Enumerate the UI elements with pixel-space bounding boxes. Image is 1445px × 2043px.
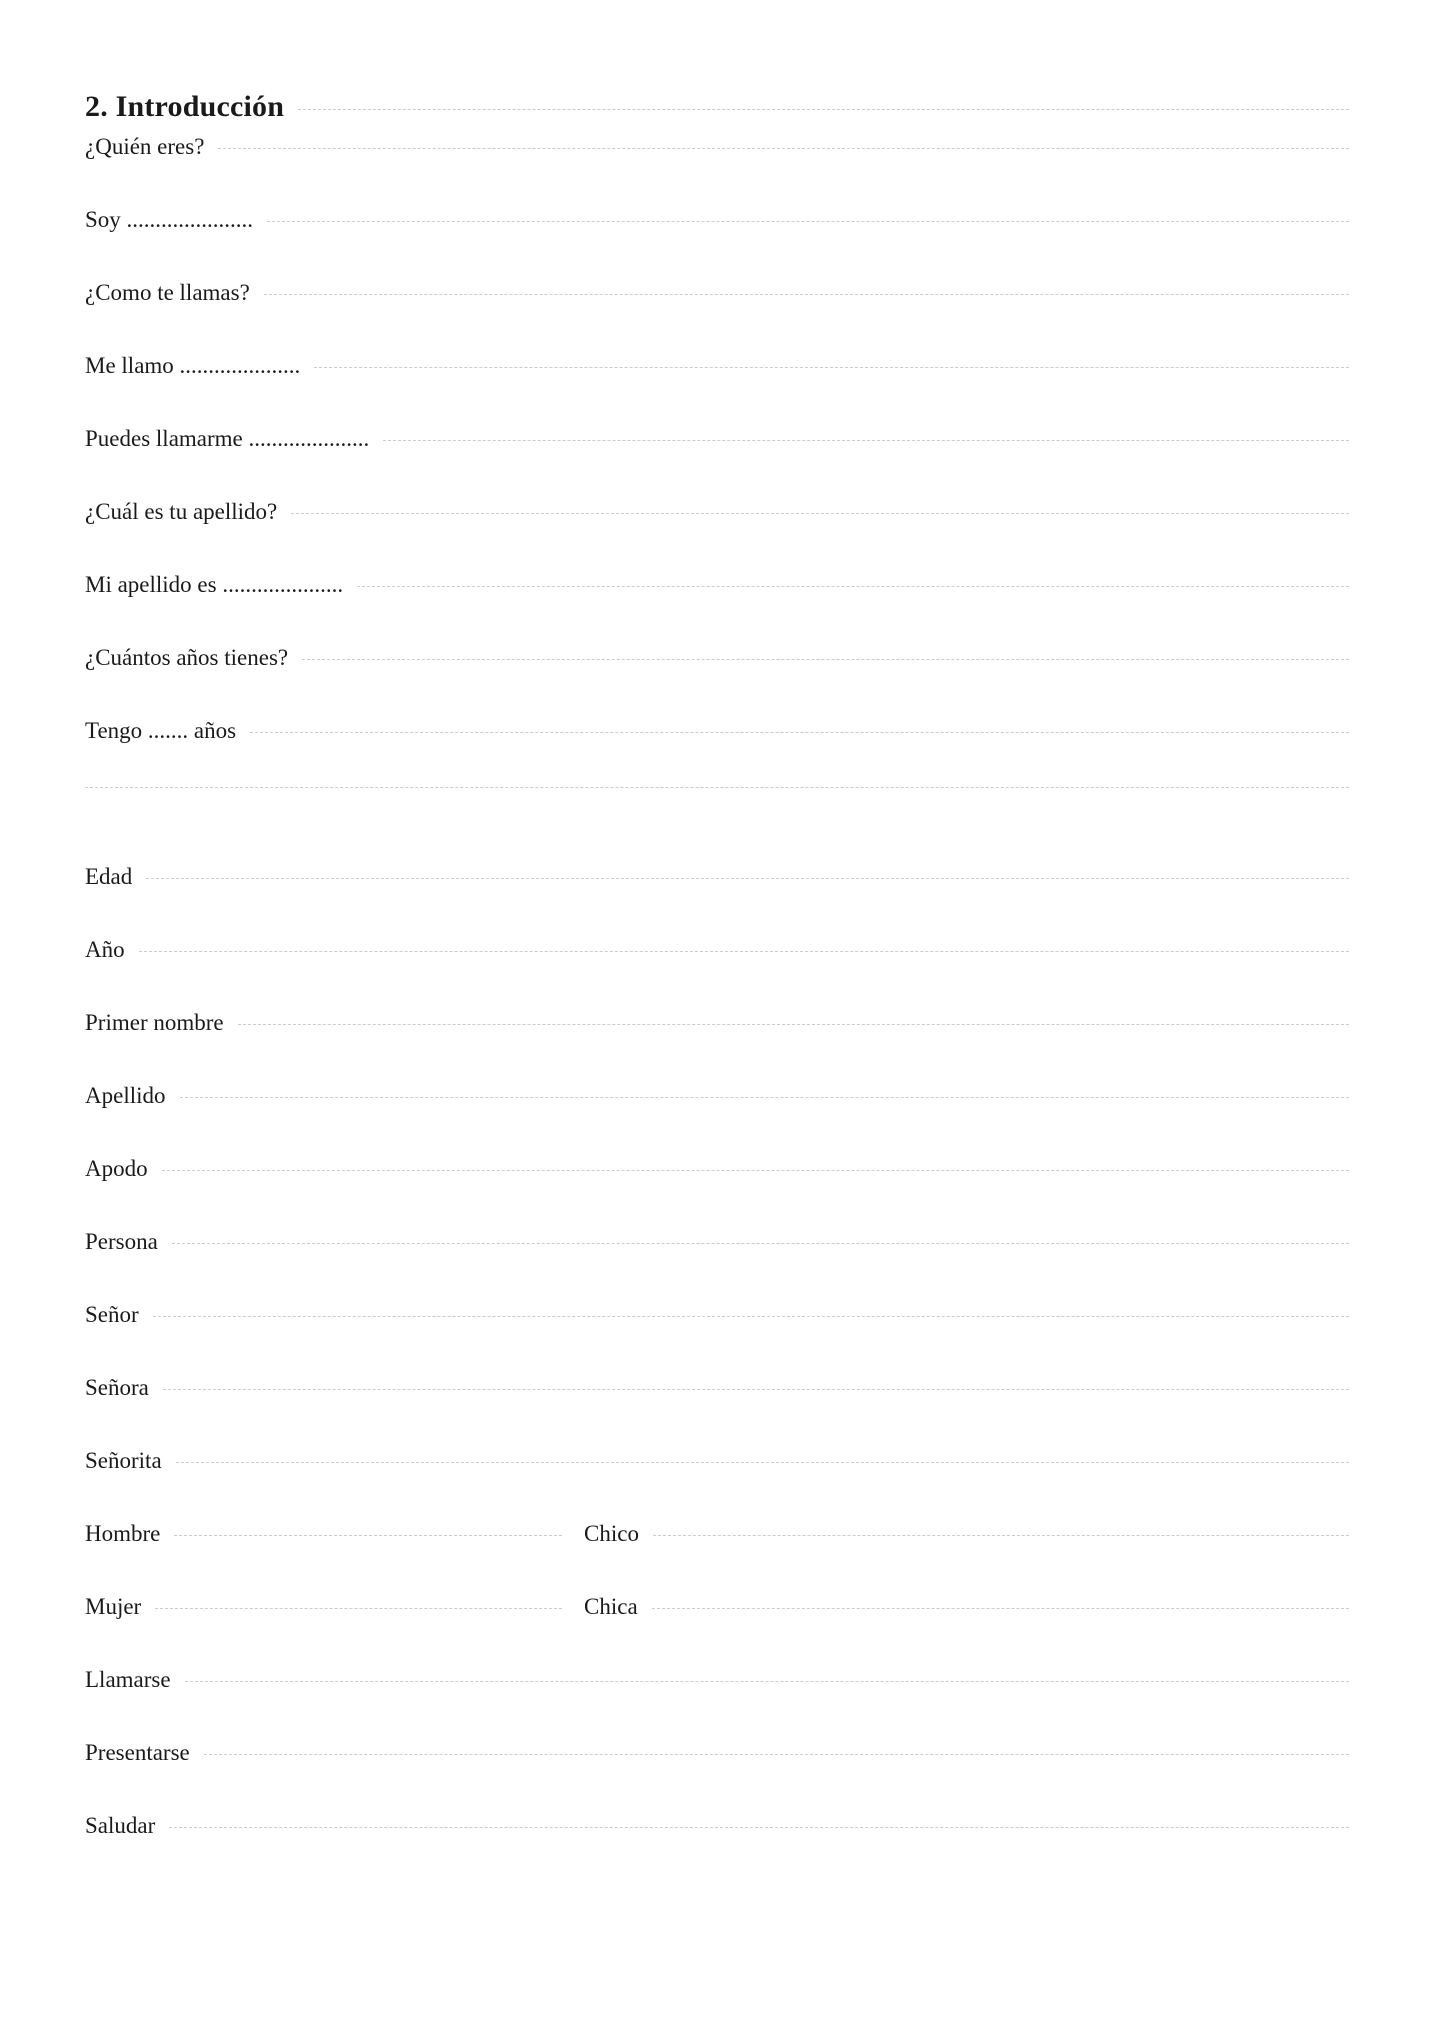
- writing-line[interactable]: [250, 731, 1349, 733]
- writing-line[interactable]: [267, 220, 1349, 222]
- verb-label: Presentarse: [85, 1740, 190, 1765]
- paired-vocabulary-section: [85, 1521, 1349, 1667]
- writing-line[interactable]: [238, 1023, 1349, 1025]
- title-dotted-rule: [298, 108, 1349, 110]
- vocab-row: [85, 1010, 1349, 1083]
- vocab-row: [85, 864, 1349, 937]
- phrase-row: [85, 645, 1349, 718]
- paired-left-cell: [85, 1594, 562, 1619]
- phrase-row: [85, 718, 1349, 791]
- vocab-label: Persona: [85, 1229, 158, 1254]
- vocab-row: [85, 1229, 1349, 1302]
- phrase-label: Soy ......................: [85, 207, 254, 232]
- writing-line[interactable]: [162, 1169, 1349, 1171]
- writing-line[interactable]: [146, 877, 1349, 879]
- paired-right-cell: [562, 1521, 1349, 1546]
- writing-line[interactable]: [172, 1242, 1349, 1244]
- writing-line[interactable]: [314, 366, 1349, 368]
- writing-line[interactable]: [383, 439, 1349, 441]
- phrase-row: [85, 353, 1349, 426]
- phrase-label: ¿Como te llamas?: [85, 280, 250, 305]
- paired-row: [85, 1521, 1349, 1594]
- vocab-label: Señora: [85, 1375, 149, 1400]
- vocab-label: Señorita: [85, 1448, 162, 1473]
- writing-line[interactable]: [139, 950, 1349, 952]
- vocab-row: [85, 1375, 1349, 1448]
- phrase-row: [85, 572, 1349, 645]
- verbs-section: [85, 1667, 1349, 1886]
- writing-line[interactable]: [264, 293, 1349, 295]
- paired-right-label: Chico: [584, 1521, 639, 1546]
- blank-separator-row: [85, 791, 1349, 864]
- vocab-row: [85, 937, 1349, 1010]
- phrase-row: [85, 280, 1349, 353]
- vocab-row: [85, 1448, 1349, 1521]
- paired-right-label: Chica: [584, 1594, 638, 1619]
- phrase-row: [85, 426, 1349, 499]
- phrase-label: Me llamo .....................: [85, 353, 301, 378]
- phrase-label: ¿Cuál es tu apellido?: [85, 499, 278, 524]
- writing-line[interactable]: [218, 147, 1349, 149]
- writing-line[interactable]: [180, 1096, 1350, 1098]
- vocab-label: Edad: [85, 864, 133, 889]
- paired-right-cell: [562, 1594, 1349, 1619]
- phrase-label: Puedes llamarme .....................: [85, 426, 370, 451]
- page-title-row: [85, 90, 1349, 124]
- vocab-label: Señor: [85, 1302, 139, 1327]
- paired-row: [85, 1594, 1349, 1667]
- paired-left-label: Hombre: [85, 1521, 161, 1546]
- vocab-label: Primer nombre: [85, 1010, 224, 1035]
- phrase-label: ¿Cuántos años tienes?: [85, 645, 289, 670]
- verb-label: Saludar: [85, 1813, 156, 1838]
- verb-row: [85, 1740, 1349, 1813]
- phrase-label: Mi apellido es .....................: [85, 572, 344, 597]
- phrase-row: [85, 207, 1349, 280]
- vocab-label: Año: [85, 937, 125, 962]
- writing-line[interactable]: [652, 1607, 1349, 1609]
- vocab-label: Apodo: [85, 1156, 148, 1181]
- writing-line[interactable]: [153, 1315, 1349, 1317]
- vocab-label: Apellido: [85, 1083, 166, 1108]
- phrases-section: [85, 134, 1349, 791]
- writing-line[interactable]: [174, 1534, 562, 1536]
- paired-left-cell: [85, 1521, 562, 1546]
- phrase-row: [85, 499, 1349, 572]
- writing-line[interactable]: [85, 786, 1349, 788]
- writing-line[interactable]: [291, 512, 1349, 514]
- phrase-label: Tengo ....... años: [85, 718, 237, 743]
- phrase-label: ¿Quién eres?: [85, 134, 205, 159]
- writing-line[interactable]: [176, 1461, 1349, 1463]
- writing-line[interactable]: [204, 1753, 1349, 1755]
- phrase-row: [85, 134, 1349, 207]
- vocab-row: [85, 1302, 1349, 1375]
- writing-line[interactable]: [163, 1388, 1349, 1390]
- vocab-row: [85, 1083, 1349, 1156]
- writing-line[interactable]: [185, 1680, 1349, 1682]
- writing-line[interactable]: [653, 1534, 1349, 1536]
- vocab-row: [85, 1156, 1349, 1229]
- writing-line[interactable]: [169, 1826, 1349, 1828]
- verb-row: [85, 1813, 1349, 1886]
- verb-label: Llamarse: [85, 1667, 171, 1692]
- verb-row: [85, 1667, 1349, 1740]
- writing-line[interactable]: [357, 585, 1349, 587]
- vocabulary-section: [85, 864, 1349, 1521]
- page-title: 2. Introducción: [85, 90, 285, 123]
- paired-left-label: Mujer: [85, 1594, 142, 1619]
- writing-line[interactable]: [302, 658, 1349, 660]
- writing-line[interactable]: [155, 1607, 562, 1609]
